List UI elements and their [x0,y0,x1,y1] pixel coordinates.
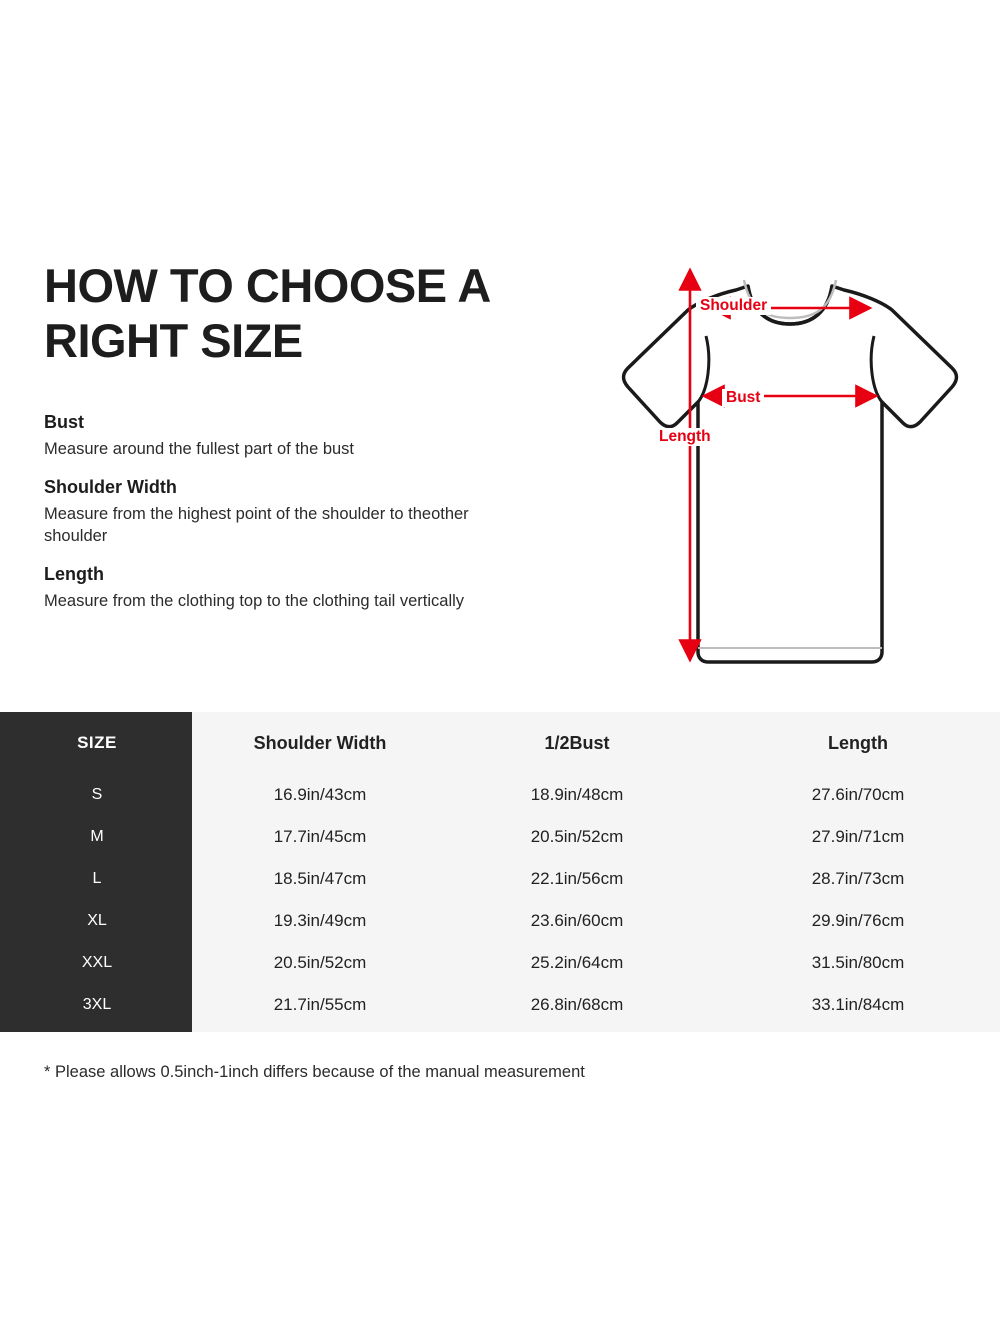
definition-title: Shoulder Width [44,477,177,497]
definition-text: Measure from the clothing top to the clothing tail vertically [44,592,465,610]
definition-text: Measure from the highest point of the shoulder to theother shoulder [44,505,469,545]
cell-bust: 18.9in/48cm [530,785,624,804]
cell-bust: 20.5in/52cm [530,827,624,846]
header-shoulder-width: Shoulder Width [253,732,387,753]
cell-shoulder: 17.7in/45cm [273,827,367,846]
cell-length: 31.5in/80cm [811,953,905,972]
definition-list [44,412,484,629]
size-table [0,712,1000,1026]
cell-length: 33.1in/84cm [811,995,905,1014]
cell-shoulder: 21.7in/55cm [273,995,367,1014]
table-row [0,858,1000,900]
header-half-bust: 1/2Bust [544,732,610,753]
page-title: HOW TO CHOOSE A RIGHT SIZE [44,259,490,367]
cell-bust: 22.1in/56cm [530,869,624,888]
table-header-row [0,712,1000,774]
cell-length: 27.6in/70cm [811,785,905,804]
cell-size: 3XL [82,996,112,1013]
footnote: * Please allows 0.5inch-1inch differs because of the manual measurement [44,1063,585,1081]
label-length: Length [655,428,715,446]
cell-shoulder: 18.5in/47cm [273,869,367,888]
table-row [0,816,1000,858]
definition-shoulder-width [44,477,484,547]
cell-shoulder: 20.5in/52cm [273,953,367,972]
definition-text: Measure around the fullest part of the bust [44,440,355,458]
cell-size: L [92,870,102,887]
tshirt-diagram [500,240,980,690]
cell-size: XL [87,912,107,929]
header-size: SIZE [77,733,117,752]
cell-shoulder: 19.3in/49cm [273,911,367,930]
definition-title: Bust [44,412,84,432]
definition-title: Length [44,564,104,584]
label-bust: Bust [722,389,764,407]
cell-bust: 25.2in/64cm [530,953,624,972]
table-row [0,900,1000,942]
cell-shoulder: 16.9in/43cm [273,785,367,804]
cell-size: S [91,786,103,803]
size-table-area [0,712,1000,1032]
table-row [0,774,1000,816]
cell-bust: 26.8in/68cm [530,995,624,1014]
cell-size: M [90,828,104,845]
cell-length: 27.9in/71cm [811,827,905,846]
table-row [0,984,1000,1026]
cell-length: 29.9in/76cm [811,911,905,930]
definition-length [44,564,484,612]
cell-length: 28.7in/73cm [811,869,905,888]
label-shoulder: Shoulder [696,297,771,315]
definition-bust [44,412,484,460]
header-length: Length [828,732,888,753]
cell-size: XXL [81,954,113,971]
table-row [0,942,1000,984]
cell-bust: 23.6in/60cm [530,911,624,930]
